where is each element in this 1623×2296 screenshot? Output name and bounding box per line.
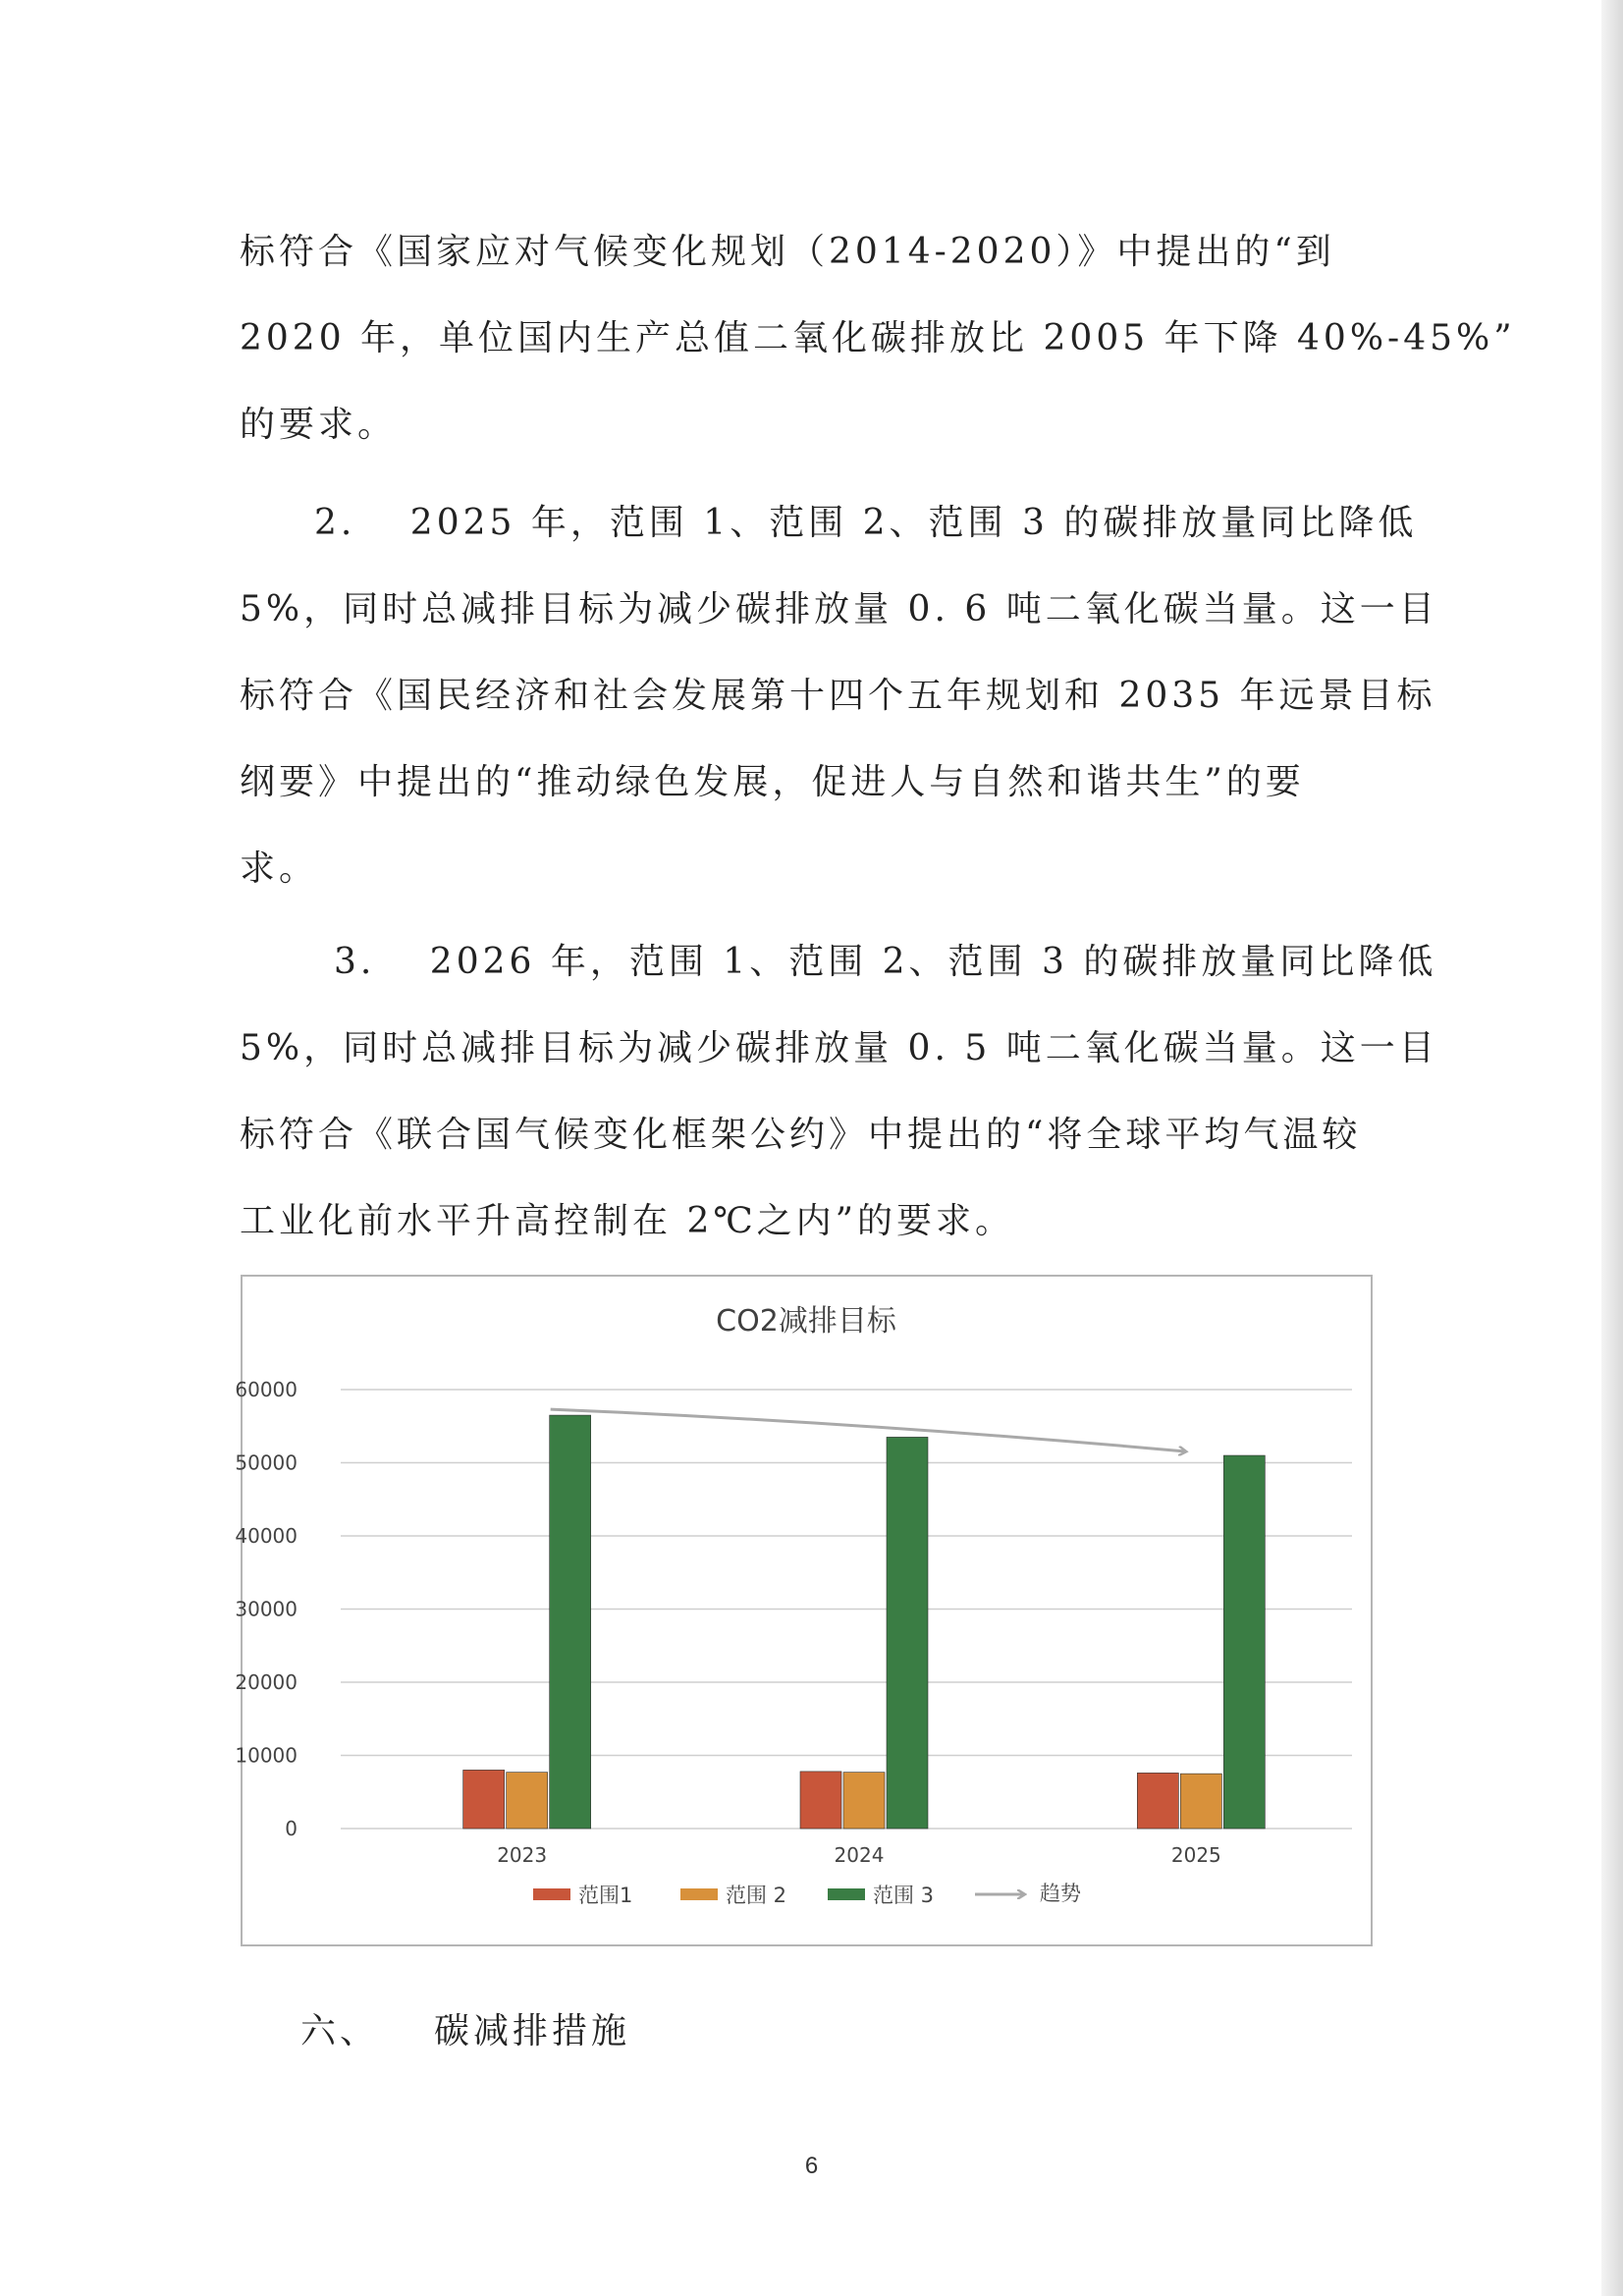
bar-1 — [800, 1772, 841, 1829]
x-tick-label: 2025 — [1170, 1843, 1221, 1867]
paragraph-line: 标符合《国家应对气候变化规划（2014-2020）》中提出的“到 — [240, 232, 1335, 272]
legend-swatch — [680, 1888, 718, 1900]
bar-2 — [843, 1773, 885, 1829]
y-tick-label: 60000 — [235, 1378, 298, 1401]
legend-swatch — [533, 1888, 570, 1900]
paragraph-3 — [240, 919, 1438, 1265]
legend-label: 范围1 — [578, 1884, 633, 1907]
y-tick-label: 30000 — [235, 1597, 298, 1621]
trend-arrow — [551, 1409, 1186, 1451]
paragraph-line: 的要求。 — [240, 405, 398, 445]
paragraph-line: 3. 2026 年，范围 1、范围 2、范围 3 的碳排放量同比降低 — [334, 942, 1437, 982]
co2-chart — [235, 1275, 1373, 1946]
section-number: 六、 — [300, 2011, 380, 2051]
paragraph-line: 2. 2025 年，范围 1、范围 2、范围 3 的碳排放量同比降低 — [314, 503, 1418, 543]
page-number: 6 — [804, 2153, 819, 2179]
y-tick-label: 40000 — [235, 1524, 298, 1548]
paragraph-1 — [240, 209, 1516, 468]
bar-1 — [463, 1770, 505, 1829]
paragraph-line: 5%，同时总减排目标为减少碳排放量 0. 5 吨二氧化碳当量。这一目 — [240, 1028, 1438, 1068]
paragraph-line: 2020 年，单位国内生产总值二氧化碳排放比 2005 年下降 40%-45%” — [240, 318, 1516, 358]
section-heading — [300, 2003, 630, 2053]
y-tick-label: 50000 — [235, 1450, 298, 1475]
legend-label: 范围 2 — [726, 1884, 787, 1907]
paragraph-line: 标符合《国民经济和社会发展第十四个五年规划和 2035 年远景目标 — [240, 676, 1436, 716]
x-tick-label: 2023 — [497, 1843, 548, 1867]
legend-swatch — [828, 1888, 865, 1900]
bar-3 — [550, 1415, 591, 1829]
y-tick-label: 0 — [285, 1817, 298, 1840]
y-tick-label: 10000 — [235, 1743, 298, 1768]
y-tick-label: 20000 — [235, 1670, 298, 1694]
chart-svg — [235, 1277, 1371, 1944]
x-tick-label: 2024 — [834, 1843, 885, 1867]
bar-3 — [1223, 1455, 1265, 1829]
chart-title: CO2减排目标 — [716, 1304, 896, 1339]
bar-2 — [1180, 1774, 1221, 1829]
paragraph-line: 纲要》中提出的“推动绿色发展，促进人与自然和谐共生”的要 — [240, 762, 1305, 802]
bar-2 — [507, 1773, 548, 1829]
paragraph-line: 标符合《联合国气候变化框架公约》中提出的“将全球平均气温较 — [240, 1115, 1362, 1155]
bar-3 — [887, 1437, 928, 1829]
paragraph-line: 求。 — [240, 848, 319, 889]
bar-1 — [1137, 1773, 1178, 1829]
paragraph-line: 5%，同时总减排目标为减少碳排放量 0. 6 吨二氧化碳当量。这一目 — [240, 589, 1438, 629]
legend-label: 趋势 — [1040, 1882, 1081, 1905]
paragraph-2 — [240, 480, 1438, 912]
scan-edge — [1601, 0, 1623, 2296]
paragraph-line: 工业化前水平升高控制在 2℃之内”的要求。 — [240, 1201, 1015, 1241]
legend-label: 范围 3 — [873, 1884, 935, 1907]
section-title: 碳减排措施 — [434, 2011, 631, 2051]
